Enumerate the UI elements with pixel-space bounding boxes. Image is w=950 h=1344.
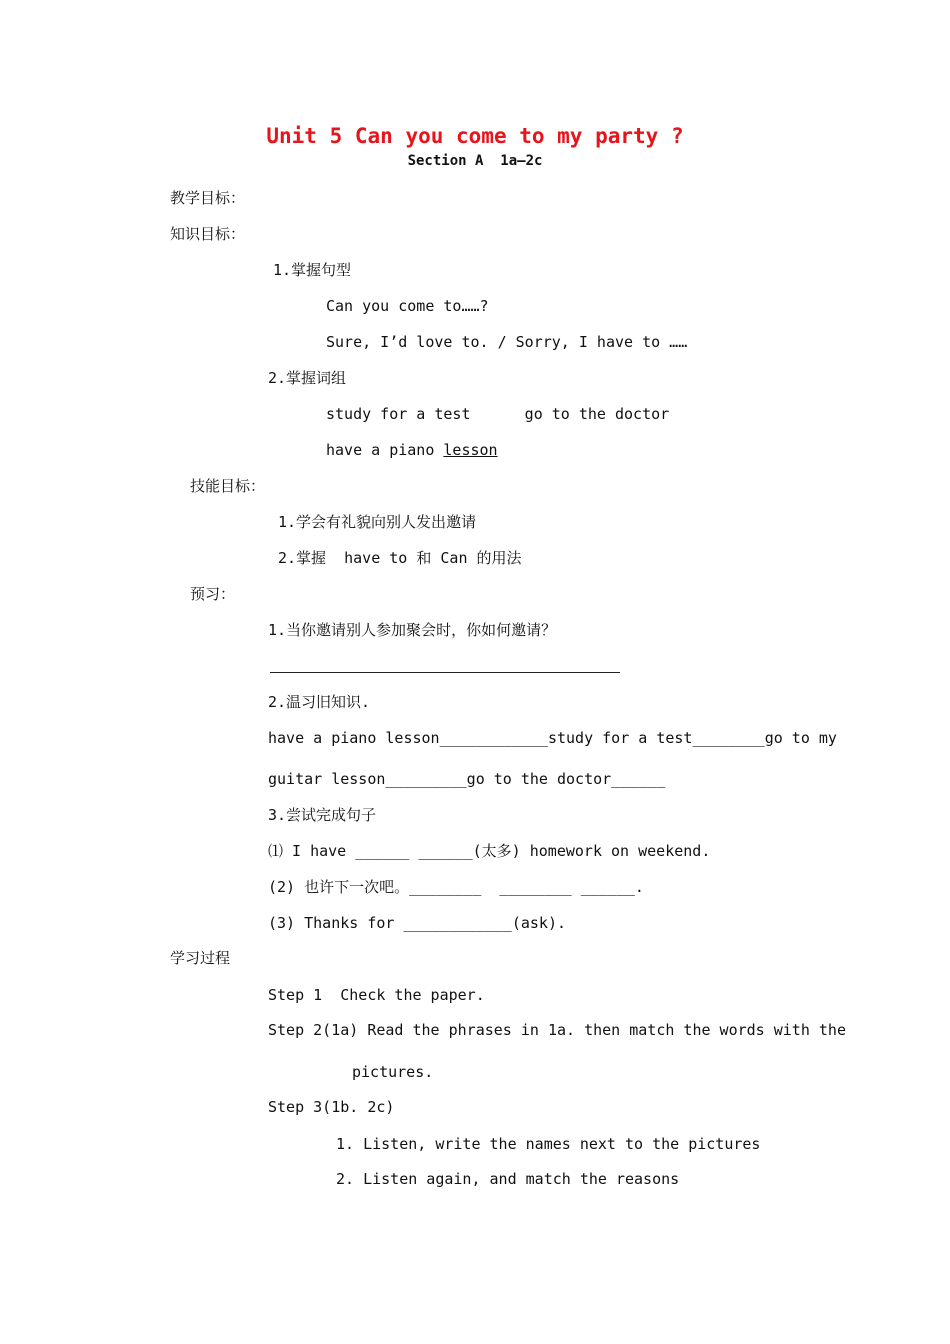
page-title: Unit 5 Can you come to my party ?	[266, 124, 684, 148]
step-2-continued: pictures.	[352, 1063, 434, 1081]
knowledge-heading: 知识目标：	[170, 225, 246, 243]
step-3: Step 3(1b. 2c)	[268, 1098, 395, 1116]
knowledge-item-1: 1.掌握句型	[273, 261, 352, 279]
step-3-item-2: 2. Listen again, and match the reasons	[336, 1170, 680, 1188]
review-line-1: have a piano lesson____________study for a test________go to my	[268, 729, 837, 747]
page-subtitle: Section A 1a—2c	[407, 153, 543, 169]
step-1: Step 1 Check the paper.	[268, 986, 485, 1004]
sentence-blank-1: ⑴ I have ______ ______(太多) homework on weekend.	[268, 842, 711, 860]
phrase-line-1: study for a test go to the doctor	[326, 405, 670, 423]
step-2: Step 2(1a) Read the phrases in 1a. then match the words with the	[268, 1021, 846, 1039]
skill-heading: 技能目标：	[190, 477, 266, 495]
preview-question-2: 2.温习旧知识.	[268, 693, 371, 711]
knowledge-item-2: 2.掌握词组	[268, 369, 347, 387]
step-3-item-1: 1. Listen, write the names next to the pictures	[336, 1135, 761, 1153]
sentence-pattern-2: Sure, I’d love to. / Sorry, I have to ……	[326, 333, 688, 351]
preview-question-3: 3.尝试完成句子	[268, 806, 377, 824]
skill-item-2: 2.掌握 have to 和 Can 的用法	[278, 549, 522, 567]
answer-line	[270, 672, 620, 673]
skill-item-1: 1.学会有礼貌向别人发出邀请	[278, 513, 477, 531]
phrase-line-2	[326, 440, 498, 460]
preview-question-1: 1.当你邀请别人参加聚会时，你如何邀请？	[268, 621, 557, 639]
phrase-text: have a piano	[326, 441, 444, 459]
sentence-pattern-1: Can you come to……?	[326, 297, 489, 315]
sentence-blank-3: (3) Thanks for ____________(ask).	[268, 914, 567, 932]
sentence-blank-2: (2) 也许下一次吧。________ ________ ______.	[268, 878, 644, 896]
review-line-2: guitar lesson_________go to the doctor______	[268, 770, 666, 788]
underlined-word: lesson	[443, 441, 498, 459]
objectives-heading: 教学目标：	[170, 189, 246, 207]
process-heading: 学习过程	[170, 949, 231, 967]
preview-heading: 预习：	[190, 585, 236, 603]
